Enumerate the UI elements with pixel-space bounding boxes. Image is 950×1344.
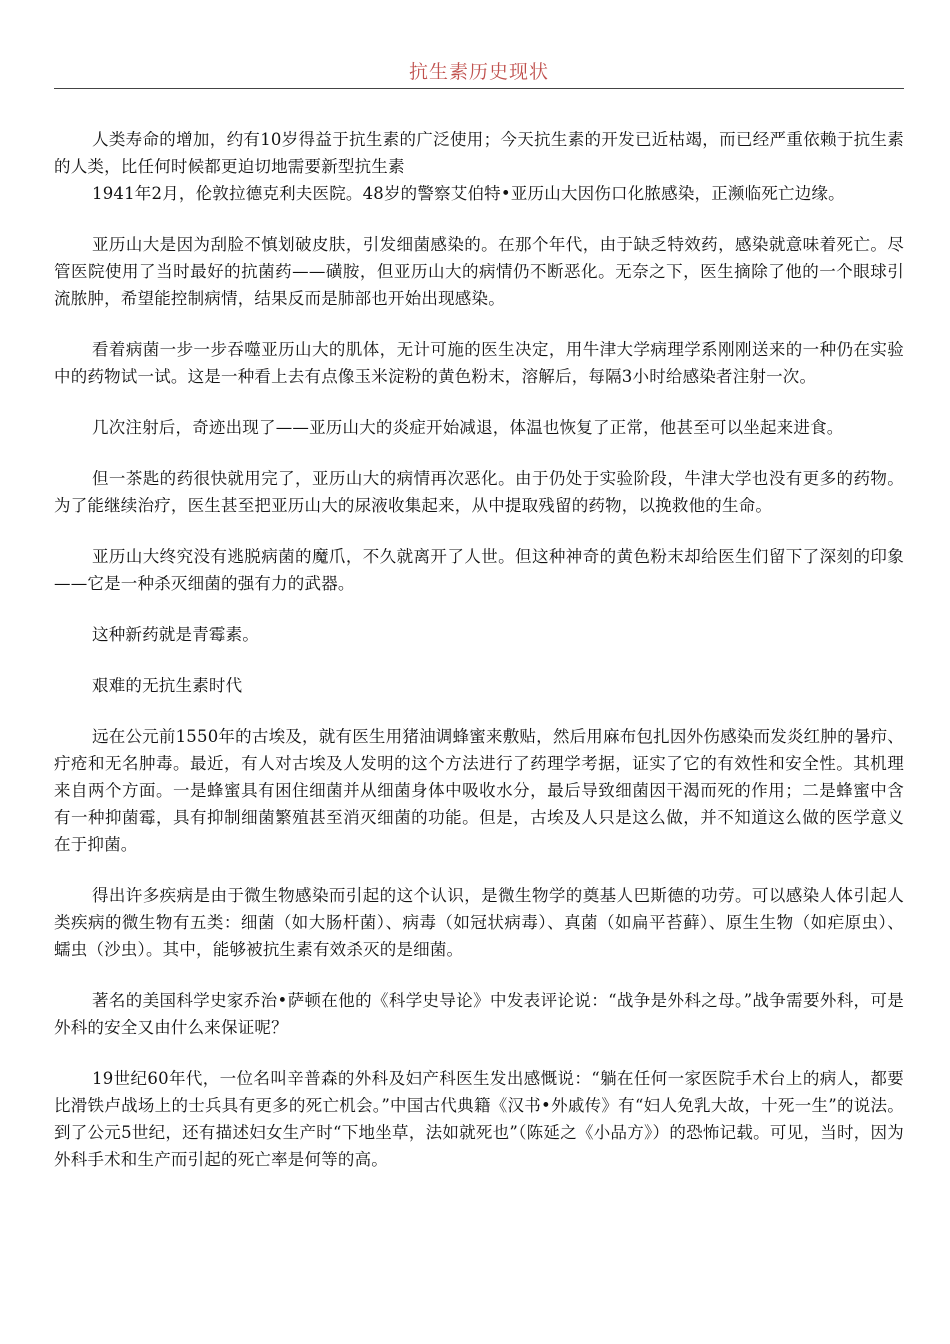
paragraph-simpson: 19世纪60年代，一位名叫辛普森的外科及妇产科医生发出感慨说：“躺在任何一家医院手术台上的病人，都要比滑铁卢战场上的士兵具有更多的死亡机会。”中国古代典籍《汉书•外戚传》有“妇人免乳大故，十死一生”的说法。到了公元5世纪，还有描述妇女生产时“下地坐草，法如就死也”（陈延之《小品方》）的恐怖记载。可见，当时，因为外科手术和生产而引起的死亡率是何等的高。 — [54, 1069, 904, 1169]
section-heading-pre-antibiotic-era: 艰难的无抗生素时代 — [92, 676, 243, 695]
paragraph-experimental-drug: 看着病菌一步一步吞噬亚历山大的肌体，无计可施的医生决定，用牛津大学病理学系刚刚送来的一种仍在实验中的药物试一试。这是一种看上去有点像玉米淀粉的黄色粉末，溶解后，每隔3小时给感染者注射一次。 — [54, 340, 904, 386]
page-header — [54, 58, 904, 89]
document-body — [54, 126, 904, 1173]
paragraph-intro: 人类寿命的增加，约有10岁得益于抗生素的广泛使用；今天抗生素的开发已近枯竭，而已经严重依赖于抗生素的人类，比任何时候都更迫切地需要新型抗生素 — [54, 130, 904, 176]
paragraph-drug-shortage: 但一茶匙的药很快就用完了，亚历山大的病情再次恶化。由于仍处于实验阶段，牛津大学也没有更多的药物。为了能继续治疗，医生甚至把亚历山大的尿液收集起来，从中提取残留的药物，以挽救他的生命。 — [54, 469, 904, 515]
paragraph-ancient-egypt: 远在公元前1550年的古埃及，就有医生用猪油调蜂蜜来敷贴，然后用麻布包扎因外伤感染而发炎红肿的暑疖、疔疮和无名肿毒。最近，有人对古埃及人发明的这个方法进行了药理学考据，证实了它的有效性和安全性。其机理来自两个方面。一是蜂蜜具有困住细菌并从细菌身体中吸收水分，最后导致细菌因干渴而死的作用；二是蜂蜜中含有一种抑菌霉，具有抑制细菌繁殖甚至消灭细菌的功能。但是，古埃及人只是这么做，并不知道这么做的医学意义在于抑菌。 — [54, 727, 904, 854]
paragraph-penicillin: 这种新药就是青霉素。 — [92, 625, 259, 644]
paragraph-pasteur: 得出许多疾病是由于微生物感染而引起的这个认识，是微生物学的奠基人巴斯德的功劳。可以感染人体引起人类疾病的微生物有五类：细菌（如大肠杆菌）、病毒（如冠状病毒）、真菌（如扁平苔藓）、原生生物（如疟原虫）、蠕虫（沙虫）。其中，能够被抗生素有效杀灭的是细菌。 — [54, 886, 904, 959]
paragraph-miracle: 几次注射后，奇迹出现了——亚历山大的炎症开始减退，体温也恢复了正常，他甚至可以坐起来进食。 — [92, 418, 844, 437]
paragraph-infection: 亚历山大是因为刮脸不慎划破皮肤，引发细菌感染的。在那个年代，由于缺乏特效药，感染就意味着死亡。尽管医院使用了当时最好的抗菌药——磺胺，但亚历山大的病情仍不断恶化。无奈之下，医生摘除了他的一个眼球引流脓肿，希望能控制病情，结果反而是肺部也开始出现感染。 — [54, 235, 904, 308]
paragraph-1941: 1941年2月，伦敦拉德克利夫医院。48岁的警察艾伯特•亚历山大因伤口化脓感染，正濒临死亡边缘。 — [92, 184, 845, 203]
document-title: 抗生素历史现状 — [408, 61, 549, 83]
paragraph-sarton: 著名的美国科学史家乔治•萨顿在他的《科学史导论》中发表评论说：“战争是外科之母。”战争需要外科，可是外科的安全又由什么来保证呢？ — [54, 991, 904, 1037]
paragraph-death: 亚历山大终究没有逃脱病菌的魔爪，不久就离开了人世。但这种神奇的黄色粉末却给医生们留下了深刻的印象——它是一种杀灭细菌的强有力的武器。 — [54, 547, 904, 593]
